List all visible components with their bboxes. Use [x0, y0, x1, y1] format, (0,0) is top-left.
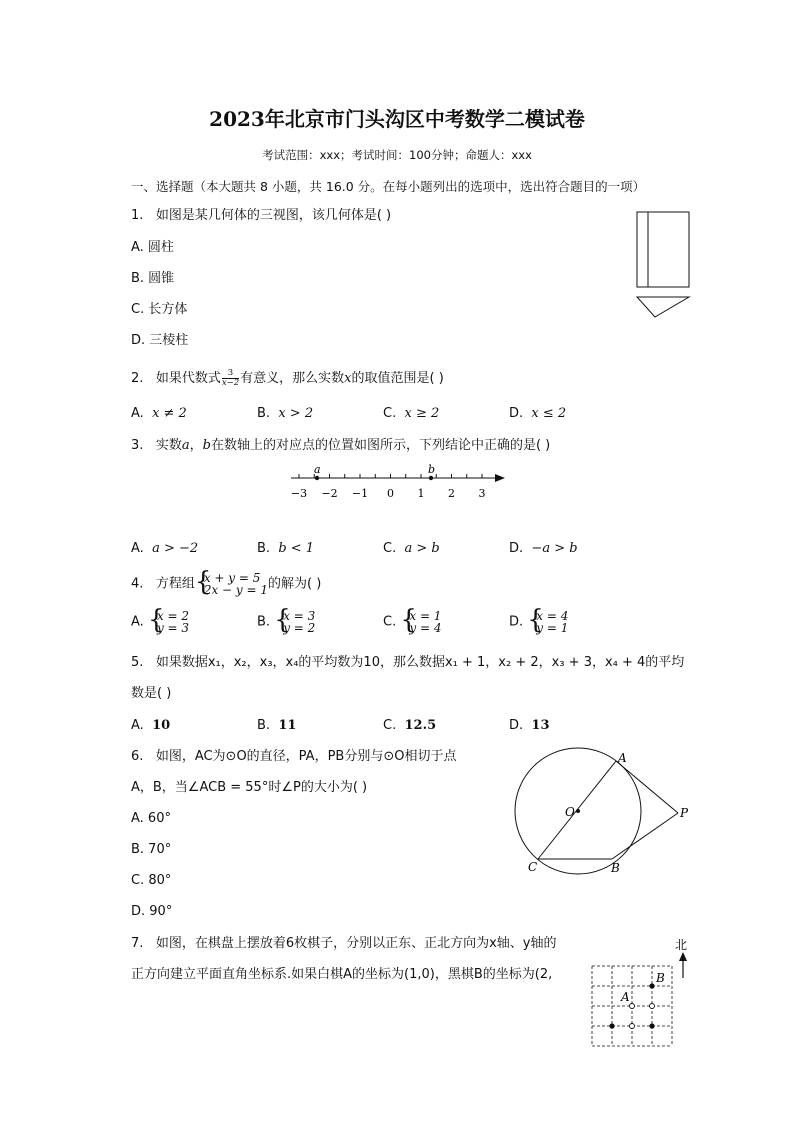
option-system	[147, 605, 190, 635]
number-line-figure	[283, 460, 513, 504]
option-letter: C.	[383, 541, 397, 556]
black-piece	[609, 1023, 614, 1028]
option-row-1: x = 2	[156, 609, 190, 623]
point-b-label: b	[428, 463, 436, 476]
option-letter: C.	[383, 718, 397, 733]
question-6	[131, 749, 456, 765]
option-expression: x ≤ 2	[531, 406, 567, 421]
question-stem-pre: 如果代数式	[155, 371, 221, 386]
q5-option-c	[383, 718, 436, 734]
variable-b: b	[202, 438, 211, 453]
option-letter: A.	[131, 718, 144, 733]
option-row-1: x = 4	[536, 609, 569, 623]
q1-option-c: C. 长方体	[131, 302, 188, 317]
variable: x	[344, 371, 352, 386]
fraction-numerator: 3	[222, 369, 239, 379]
option-expression: x ≠ 2	[152, 406, 187, 421]
option-expression: a > b	[404, 541, 440, 556]
page-title: 2023年北京市门头沟区中考数学二模试卷	[209, 107, 585, 131]
option-letter: D.	[509, 541, 524, 556]
equation-row-1: x + y = 5	[203, 571, 261, 585]
front-view-rect	[637, 212, 689, 287]
q3-option-b	[257, 541, 314, 557]
white-piece-a	[630, 1004, 635, 1009]
option-letter: A.	[131, 614, 144, 630]
question-3	[131, 438, 550, 454]
question-5-line-2: 数是( )	[131, 686, 172, 701]
black-piece	[649, 1023, 654, 1028]
label-o: O	[565, 805, 575, 819]
q6-option-d: D. 90°	[131, 904, 173, 919]
question-stem-post: 的解为( )	[268, 576, 322, 592]
north-arrow-icon	[679, 952, 687, 961]
label-b: B	[611, 861, 620, 875]
section-heading: 一、选择题（本大题共 8 小题，共 16.0 分。在每小题列出的选项中，选出符合题目的一项）	[131, 179, 646, 194]
option-expression: x > 2	[278, 406, 314, 421]
option-letter: D.	[509, 406, 524, 421]
option-letter: B.	[257, 541, 271, 556]
option-letter: A.	[131, 541, 144, 556]
question-4	[131, 567, 322, 597]
question-6-line-2: A，B，当∠ACB = 55°时∠P的大小为( )	[131, 780, 368, 795]
fraction	[222, 369, 239, 388]
brace-icon: {	[400, 605, 417, 635]
q6-option-c: C. 80°	[131, 873, 172, 888]
option-letter: B.	[257, 718, 271, 733]
question-stem-pre: 方程组	[155, 576, 195, 592]
label-b: B	[656, 971, 665, 985]
point-b-dot	[429, 476, 433, 480]
question-stem-line-1: 如果数据x₁，x₂，x₃，x₄的平均数为10，那么数据x₁ + 1，x₂ + 2，x₃ + 3，x₄ + 4的平均	[155, 655, 685, 670]
question-7-line-2: 正方向建立平面直角坐标系.如果白棋A的坐标为(1,0)，黑棋B的坐标为(2,	[131, 967, 553, 982]
question-number: 4.	[131, 576, 144, 592]
q1-option-a: A. 圆柱	[131, 240, 174, 255]
q4-option-d	[509, 605, 569, 635]
question-stem-line-1: 如图，在棋盘上摆放着6枚棋子，分别以正东、正北方向为x轴、y轴的	[155, 936, 557, 951]
axis-arrow-icon	[495, 474, 505, 482]
question-number: 1.	[131, 208, 144, 223]
q5-option-b	[257, 718, 296, 734]
exam-meta: 考试范围：xxx；考试时间：100分钟；命题人：xxx	[262, 148, 532, 162]
option-letter: C.	[383, 406, 397, 421]
question-stem-line-1: 如图，AC为⊙O的直径，PA，PB分别与⊙O相切于点	[155, 749, 457, 764]
question-1	[131, 208, 391, 224]
question-number: 2.	[131, 371, 144, 386]
question-5	[131, 655, 684, 671]
option-letter: C.	[383, 614, 397, 630]
white-piece	[650, 1004, 655, 1009]
q5-option-d	[509, 718, 550, 734]
tangent-pa	[616, 761, 678, 813]
option-row-1: x = 3	[283, 609, 316, 623]
brace-icon: {	[194, 567, 212, 597]
label-p: P	[680, 806, 689, 820]
three-view-figure	[634, 209, 692, 321]
option-letter: D.	[509, 718, 524, 733]
q1-option-d: D. 三棱柱	[131, 333, 189, 348]
option-expression: a > −2	[152, 541, 199, 556]
label-c: C	[528, 860, 538, 874]
q2-option-b	[257, 406, 313, 422]
option-row-1: x = 1	[409, 609, 442, 623]
center-o-dot	[576, 809, 580, 813]
q3-option-a	[131, 541, 198, 557]
question-2	[131, 369, 444, 388]
label-a: A	[621, 990, 630, 1004]
q2-option-c	[383, 406, 439, 422]
axis-tick-label: 1	[417, 487, 425, 500]
label-a: A	[618, 751, 627, 765]
axis-tick-label: 3	[478, 487, 486, 500]
q5-option-a	[131, 718, 170, 734]
q2-option-d	[509, 406, 566, 422]
question-stem-post: 的取值范围是( )	[351, 371, 444, 386]
option-expression: b < 1	[278, 541, 315, 556]
option-system	[274, 605, 316, 635]
q3-option-d	[509, 541, 578, 557]
q1-option-b: B. 圆锥	[131, 271, 175, 286]
q3-option-c	[383, 541, 440, 557]
question-number: 5.	[131, 655, 144, 670]
option-letter: D.	[509, 614, 524, 630]
option-expression: −a > b	[531, 541, 578, 556]
option-letter: B.	[257, 614, 271, 630]
circle-tangent-figure	[508, 745, 698, 880]
q4-option-b	[257, 605, 316, 635]
question-stem: 如图是某几何体的三视图，该几何体是( )	[155, 208, 392, 223]
top-view-triangle	[637, 297, 689, 317]
option-system	[400, 605, 442, 635]
option-row-2: y = 4	[409, 621, 442, 635]
chessboard-figure	[586, 932, 696, 1048]
option-row-2: y = 1	[536, 621, 569, 635]
option-row-2: y = 3	[156, 621, 190, 635]
axis-tick-label: 0	[387, 487, 394, 500]
question-number: 7.	[131, 936, 144, 951]
axis-tick-label: −1	[351, 487, 369, 500]
option-value: 12.5	[404, 718, 437, 733]
option-letter: B.	[257, 406, 271, 421]
axis-tick-label: −3	[290, 487, 308, 500]
question-stem-post: 在数轴上的对应点的位置如图所示，下列结论中正确的是( )	[210, 438, 551, 453]
fraction-denominator: x−2	[221, 378, 240, 388]
point-a-label: a	[314, 463, 321, 476]
question-7	[131, 936, 556, 952]
question-number: 3.	[131, 438, 144, 453]
north-label: 北	[675, 938, 688, 952]
equation-system	[194, 567, 269, 597]
axis-tick-label: −2	[321, 487, 338, 500]
axis-tick-label: 2	[448, 487, 455, 500]
tangent-pb	[612, 813, 678, 859]
brace-icon: {	[147, 605, 165, 635]
point-a-dot	[315, 476, 319, 480]
option-value: 13	[531, 718, 550, 733]
brace-icon: {	[527, 605, 544, 635]
white-piece	[630, 1024, 635, 1029]
option-system	[527, 605, 569, 635]
separator: ，	[189, 438, 203, 453]
q6-option-b: B. 70°	[131, 842, 172, 857]
question-number: 6.	[131, 749, 144, 764]
option-value: 10	[152, 718, 171, 733]
q6-option-a: A. 60°	[131, 811, 171, 826]
q4-option-c	[383, 605, 442, 635]
option-expression: x ≥ 2	[404, 406, 440, 421]
equation-row-2: 2x − y = 1	[203, 583, 269, 597]
black-piece-b	[649, 983, 654, 988]
option-value: 11	[278, 718, 297, 733]
option-letter: A.	[131, 406, 144, 421]
brace-icon: {	[274, 605, 291, 635]
question-stem-pre: 实数	[155, 438, 182, 453]
q4-option-a	[131, 605, 190, 635]
variable-a: a	[181, 438, 190, 453]
q2-option-a	[131, 406, 187, 422]
option-row-2: y = 2	[283, 621, 316, 635]
question-stem-mid: 有意义，那么实数	[240, 371, 345, 386]
